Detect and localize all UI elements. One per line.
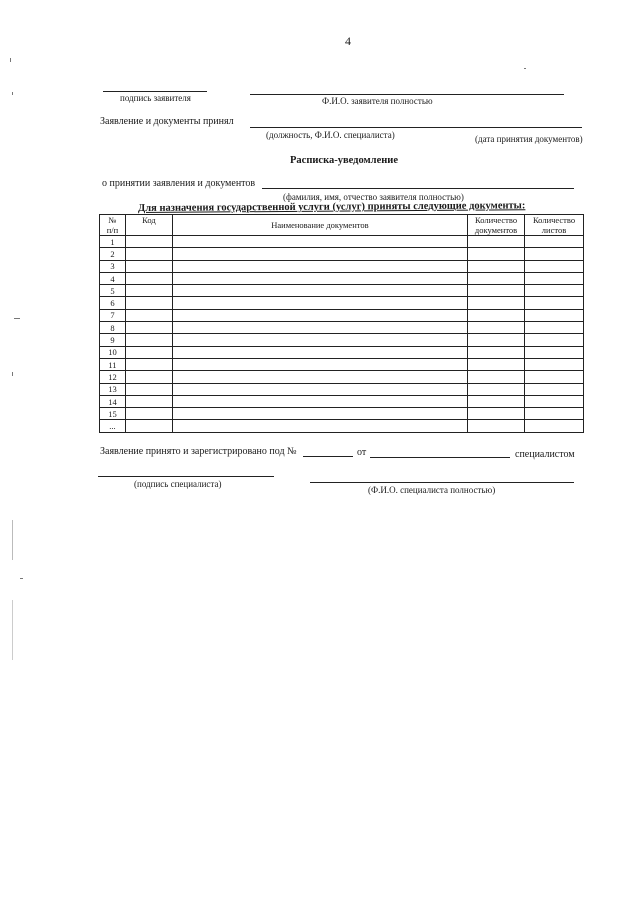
sheet-count-cell <box>525 309 584 321</box>
header-doc-count: Количество документов <box>468 215 525 236</box>
name-cell <box>172 420 467 432</box>
table-heading: Для назначения государственной услуги (услуг) приняты следующие документы: <box>138 200 526 214</box>
specialist-signature-line <box>98 476 274 477</box>
scan-speck <box>12 92 13 95</box>
scan-speck <box>12 520 13 560</box>
registration-specialist-label: специалистом <box>515 449 575 460</box>
table-row <box>100 260 584 272</box>
name-cell <box>172 395 467 407</box>
code-cell <box>125 297 172 309</box>
doc-count-cell <box>468 285 525 297</box>
registration-from-label: от <box>357 447 367 458</box>
row-number-cell: 15 <box>100 408 126 420</box>
row-number-cell: 4 <box>100 272 126 284</box>
name-cell <box>172 358 467 370</box>
table-row <box>100 248 584 260</box>
code-cell <box>125 285 172 297</box>
row-number-cell: 9 <box>100 334 126 346</box>
name-cell <box>172 236 467 248</box>
scan-speck <box>12 372 13 376</box>
name-cell <box>172 408 467 420</box>
name-cell <box>172 260 467 272</box>
applicant-name-caption: Ф.И.О. заявителя полностью <box>322 96 433 106</box>
table-row <box>100 408 584 420</box>
page-number: 4 <box>345 34 351 48</box>
table-row <box>100 420 584 432</box>
row-number-cell: 10 <box>100 346 126 358</box>
doc-count-cell <box>468 248 525 260</box>
row-number-cell: 6 <box>100 297 126 309</box>
table-header-row <box>100 215 584 236</box>
doc-count-cell <box>468 272 525 284</box>
doc-count-cell <box>468 309 525 321</box>
sheet-count-cell <box>525 260 584 272</box>
doc-count-cell <box>468 236 525 248</box>
acceptance-position-caption: (должность, Ф.И.О. специалиста) <box>266 130 395 140</box>
name-cell <box>172 309 467 321</box>
specialist-signature-caption: (подпись специалиста) <box>134 479 222 489</box>
table-row <box>100 346 584 358</box>
name-cell <box>172 346 467 358</box>
sheet-count-cell <box>525 334 584 346</box>
sheet-count-cell <box>525 420 584 432</box>
doc-count-cell <box>468 346 525 358</box>
sheet-count-cell <box>525 371 584 383</box>
table-row <box>100 285 584 297</box>
acceptance-date-caption: (дата принятия документов) <box>475 134 583 144</box>
name-cell <box>172 334 467 346</box>
table-row <box>100 358 584 370</box>
name-cell <box>172 297 467 309</box>
code-cell <box>125 260 172 272</box>
receipt-about-label: о принятии заявления и документов <box>102 178 256 189</box>
name-cell <box>172 383 467 395</box>
table-row <box>100 395 584 407</box>
code-cell <box>125 408 172 420</box>
row-number-cell: 3 <box>100 260 126 272</box>
code-cell <box>125 383 172 395</box>
row-number-cell: 5 <box>100 285 126 297</box>
documents-table <box>99 214 584 433</box>
specialist-name-line <box>310 482 574 483</box>
applicant-signature-line <box>103 91 207 92</box>
table-row <box>100 236 584 248</box>
scan-speck <box>20 578 23 579</box>
scan-speck <box>10 58 11 62</box>
name-cell <box>172 248 467 260</box>
sheet-count-cell <box>525 408 584 420</box>
header-name: Наименование документов <box>172 215 467 236</box>
table-row <box>100 334 584 346</box>
row-number-cell: 11 <box>100 358 126 370</box>
sheet-count-cell <box>525 383 584 395</box>
doc-count-cell <box>468 420 525 432</box>
row-number-cell: 13 <box>100 383 126 395</box>
row-number-cell: 7 <box>100 309 126 321</box>
table-row <box>100 322 584 334</box>
code-cell <box>125 358 172 370</box>
doc-count-cell <box>468 408 525 420</box>
acceptance-line <box>250 127 582 128</box>
registration-date-line <box>370 457 510 458</box>
row-number-cell: 14 <box>100 395 126 407</box>
table-row <box>100 383 584 395</box>
applicant-signature-caption: подпись заявителя <box>120 93 191 103</box>
sheet-count-cell <box>525 358 584 370</box>
sheet-count-cell <box>525 272 584 284</box>
table-row <box>100 371 584 383</box>
doc-count-cell <box>468 395 525 407</box>
sheet-count-cell <box>525 395 584 407</box>
doc-count-cell <box>468 334 525 346</box>
acceptance-label: Заявление и документы принял <box>100 116 234 127</box>
scan-speck <box>12 600 13 660</box>
name-cell <box>172 371 467 383</box>
code-cell <box>125 346 172 358</box>
receipt-name-caption: (фамилия, имя, отчество заявителя полностью) <box>283 192 464 202</box>
header-code: Код <box>125 215 172 236</box>
name-cell <box>172 285 467 297</box>
header-sheet-count: Количество листов <box>525 215 584 236</box>
table-row <box>100 297 584 309</box>
code-cell <box>125 334 172 346</box>
specialist-name-caption: (Ф.И.О. специалиста полностью) <box>368 485 496 495</box>
doc-count-cell <box>468 297 525 309</box>
row-number-cell: 2 <box>100 248 126 260</box>
name-cell <box>172 272 467 284</box>
doc-count-cell <box>468 322 525 334</box>
sheet-count-cell <box>525 322 584 334</box>
registration-number-line <box>303 456 353 457</box>
row-number-cell: 1 <box>100 236 126 248</box>
row-number-cell: 8 <box>100 322 126 334</box>
code-cell <box>125 236 172 248</box>
code-cell <box>125 395 172 407</box>
name-cell <box>172 322 467 334</box>
doc-count-cell <box>468 371 525 383</box>
code-cell <box>125 309 172 321</box>
code-cell <box>125 248 172 260</box>
sheet-count-cell <box>525 236 584 248</box>
row-number-cell: ... <box>100 420 126 432</box>
doc-count-cell <box>468 260 525 272</box>
applicant-name-line <box>250 94 564 95</box>
table-row <box>100 272 584 284</box>
doc-count-cell <box>468 383 525 395</box>
registration-label: Заявление принято и зарегистрировано под № <box>100 446 297 457</box>
code-cell <box>125 322 172 334</box>
code-cell <box>125 272 172 284</box>
table-row <box>100 309 584 321</box>
sheet-count-cell <box>525 346 584 358</box>
sheet-count-cell <box>525 285 584 297</box>
scan-speck <box>14 318 20 319</box>
header-num: № п/п <box>100 215 126 236</box>
row-number-cell: 12 <box>100 371 126 383</box>
receipt-title: Расписка-уведомление <box>290 155 398 166</box>
sheet-count-cell <box>525 248 584 260</box>
code-cell <box>125 371 172 383</box>
receipt-name-line <box>262 188 574 189</box>
sheet-count-cell <box>525 297 584 309</box>
code-cell <box>125 420 172 432</box>
doc-count-cell <box>468 358 525 370</box>
scan-speck <box>524 68 526 69</box>
